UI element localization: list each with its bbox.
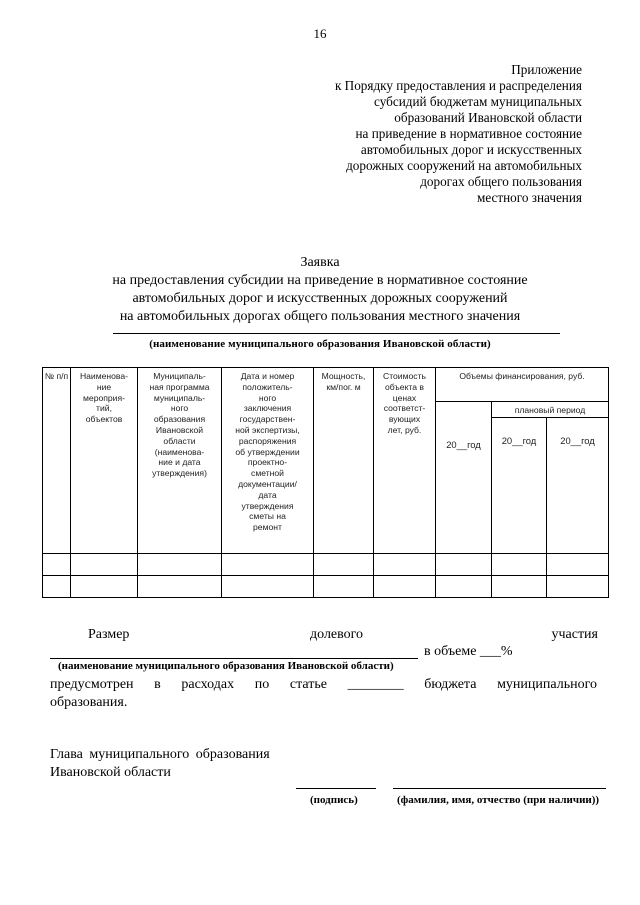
- document-title: [0, 254, 640, 326]
- title-line: на предоставления субсидии на приведение в нормативное состояние: [112, 273, 528, 288]
- full-name-line[interactable]: [393, 788, 606, 789]
- header-capacity: Мощность, км/пог. м: [314, 368, 374, 554]
- table-cell[interactable]: [138, 554, 222, 576]
- share-word-dolevogo: долевого: [310, 627, 364, 642]
- municipality-name-caption: (наименование муниципального образования Ивановской области): [58, 660, 394, 672]
- appendix-line: местного значения: [476, 190, 582, 205]
- table-cell[interactable]: [71, 554, 138, 576]
- table-cell[interactable]: [138, 576, 222, 598]
- provided-line: предусмотрен в расходах по статье ________ бюджета муниципального: [50, 677, 597, 692]
- appendix-line: на приведение в нормативное состояние: [355, 126, 582, 141]
- table-cell[interactable]: [43, 576, 71, 598]
- appendix-line: образований Ивановской области: [394, 110, 582, 125]
- table-cell[interactable]: [314, 554, 374, 576]
- header-planned-period: плановый период: [492, 402, 609, 418]
- head-region: Ивановской области: [50, 765, 171, 780]
- header-funding: Объемы финансирования, руб.: [436, 368, 609, 402]
- head-title: Глава муниципального образования: [50, 747, 270, 762]
- signature-caption: (подпись): [310, 794, 358, 806]
- provided-line-2: образования.: [50, 695, 128, 710]
- municipality-name-line: [50, 658, 418, 659]
- table-cell[interactable]: [222, 576, 314, 598]
- municipality-fill-line: [113, 333, 560, 334]
- page-number: 16: [313, 26, 327, 41]
- header-name: Наименова- ние мероприя- тий, объектов: [71, 368, 138, 554]
- appendix-line: дорожных сооружений на автомобильных: [346, 158, 582, 173]
- table-cell[interactable]: [374, 576, 436, 598]
- header-program: Муниципаль- ная программа муниципаль- ного образования Ивановской области (наименова- ние и дата утверждения): [138, 368, 222, 554]
- table-cell[interactable]: [314, 576, 374, 598]
- appendix-line: Приложение: [511, 62, 582, 77]
- share-word-size: Размер: [88, 627, 130, 642]
- signature-line[interactable]: [296, 788, 376, 789]
- header-date: Дата и номер положитель- ного заключения государствен- ной экспертизы, распоряжения об утверждении проектно- сметной документации/ дата утверждения сметы на ремонт: [222, 368, 314, 554]
- title-heading: Заявка: [300, 255, 340, 270]
- share-word-participation: участия: [551, 627, 598, 642]
- table-cell[interactable]: [492, 576, 547, 598]
- table-row: [43, 554, 609, 576]
- full-name-caption: (фамилия, имя, отчество (при наличии)): [397, 794, 600, 806]
- header-num: № п/п: [43, 368, 71, 554]
- header-year-2: 20__год: [492, 418, 547, 554]
- header-year-3: 20__год: [547, 418, 609, 554]
- appendix-line: дорогах общего пользования: [420, 174, 582, 189]
- table-cell[interactable]: [436, 554, 492, 576]
- municipality-caption: (наименование муниципального образования Ивановской области): [149, 338, 491, 350]
- table-cell[interactable]: [222, 554, 314, 576]
- table-cell[interactable]: [547, 554, 609, 576]
- appendix-line: субсидий бюджетам муниципальных: [374, 94, 582, 109]
- table-cell[interactable]: [71, 576, 138, 598]
- table-cell[interactable]: [547, 576, 609, 598]
- header-year-1: 20__год: [436, 402, 492, 554]
- title-line: на автомобильных дорогах общего пользования местного значения: [119, 309, 521, 324]
- application-table: [42, 367, 609, 598]
- table-cell[interactable]: [43, 554, 71, 576]
- appendix-line: к Порядку предоставления и распределения: [334, 78, 582, 93]
- appendix-block: [282, 62, 582, 206]
- appendix-line: автомобильных дорог и искусственных: [360, 142, 582, 157]
- share-volume: в объеме ___%: [424, 644, 513, 659]
- table-cell[interactable]: [436, 576, 492, 598]
- table-row: [43, 576, 609, 598]
- header-cost: Стоимость объекта в ценах соответст- вующих лет, руб.: [374, 368, 436, 554]
- title-line: автомобильных дорог и искусственных дорожных сооружений: [132, 291, 508, 306]
- table-cell[interactable]: [374, 554, 436, 576]
- table-cell[interactable]: [492, 554, 547, 576]
